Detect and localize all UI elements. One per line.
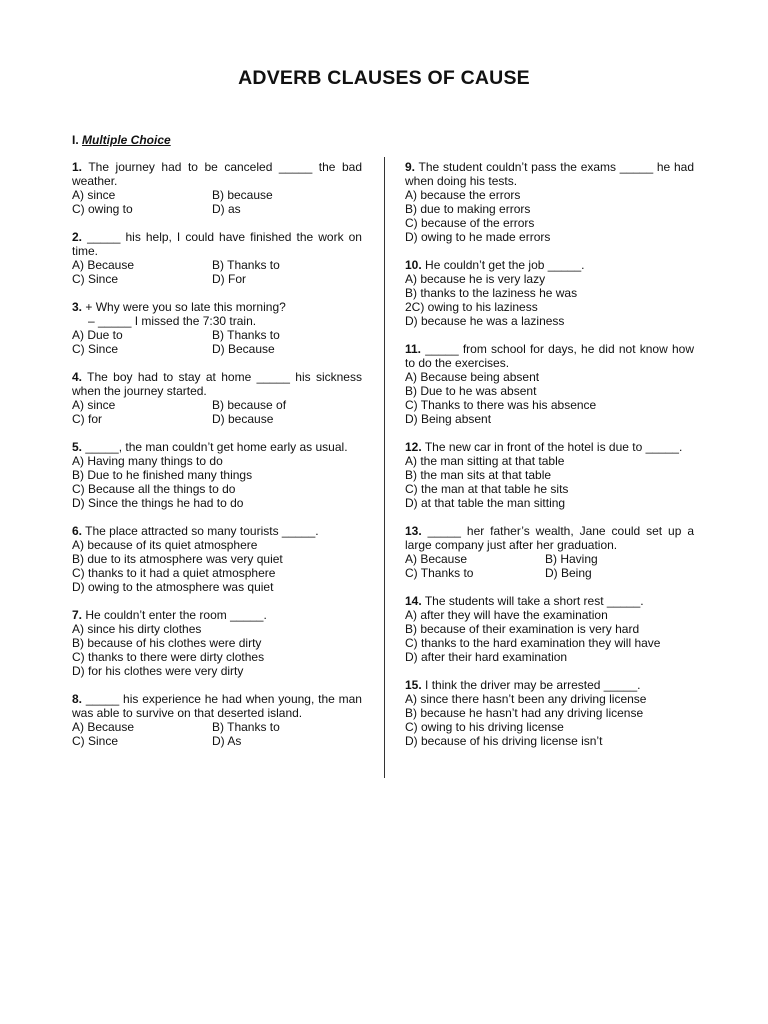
question-8 (72, 692, 362, 748)
option-c: C) Since (72, 734, 119, 748)
question-stem-line-1: + Why were you so late this morning? (85, 300, 286, 314)
option-a: A) because of its quiet atmosphere (72, 538, 258, 552)
option-b: B) the man sits at that table (405, 468, 552, 482)
option-d: D) Because (212, 342, 275, 356)
option-d: D) Since the things he had to do (72, 496, 244, 510)
option-d: D) because of his driving license isn’t (405, 734, 603, 748)
option-d: D) As (212, 734, 242, 748)
question-number: 14. (405, 594, 422, 608)
question-stem: He couldn’t enter the room _____. (85, 608, 267, 622)
option-b: B) Thanks to (212, 328, 280, 342)
question-stem: The place attracted so many tourists _____. (85, 524, 319, 538)
option-a: A) Because (72, 720, 135, 734)
option-d: D) Being (545, 566, 592, 580)
question-13 (405, 524, 694, 580)
question-stem: He couldn’t get the job _____. (425, 258, 585, 272)
option-b: B) because of their examination is very hard (405, 622, 640, 636)
question-number: 2. (72, 230, 83, 244)
question-stem: The journey had to be canceled _____ the bad weather. (72, 160, 362, 188)
option-c: C) owing to his driving license (405, 720, 564, 734)
option-d: D) for his clothes were very dirty (72, 664, 244, 678)
option-c: C) thanks to it had a quiet atmosphere (72, 566, 276, 580)
question-stem: _____ his help, I could have finished the work on time. (72, 230, 362, 258)
option-d: D) because he was a laziness (405, 314, 565, 328)
option-a: A) the man sitting at that table (405, 454, 565, 468)
question-1 (72, 160, 362, 216)
question-number: 12. (405, 440, 422, 454)
option-c: C) thanks to the hard examination they will have (405, 636, 661, 650)
option-a: A) since (72, 188, 116, 202)
option-b: B) Thanks to (212, 720, 280, 734)
question-number: 5. (72, 440, 83, 454)
option-d: D) owing to he made errors (405, 230, 551, 244)
question-number: 6. (72, 524, 83, 538)
option-c: C) Since (72, 342, 119, 356)
question-number: 3. (72, 300, 83, 314)
question-number: 11. (405, 342, 422, 356)
option-c: C) the man at that table he sits (405, 482, 569, 496)
question-4 (72, 370, 362, 426)
option-a: A) Because being absent (405, 370, 540, 384)
question-10 (405, 258, 694, 328)
option-d: D) For (212, 272, 246, 286)
page-title: ADVERB CLAUSES OF CAUSE (238, 67, 530, 89)
question-11 (405, 342, 694, 426)
option-c: C) Since (72, 272, 119, 286)
question-14 (405, 594, 694, 664)
option-a: A) since (72, 398, 116, 412)
option-b: B) due to making errors (405, 202, 531, 216)
option-b: B) Due to he finished many things (72, 468, 253, 482)
option-b: B) Thanks to (212, 258, 280, 272)
option-c: C) Because all the things to do (72, 482, 236, 496)
question-15 (405, 678, 694, 748)
option-a: A) after they will have the examination (405, 608, 608, 622)
option-c: C) Thanks to (405, 566, 474, 580)
section-number: I. (72, 133, 79, 147)
right-column (405, 160, 694, 762)
question-number: 8. (72, 692, 83, 706)
question-stem: The new car in front of the hotel is due to _____. (424, 440, 683, 454)
option-c: C) thanks to there were dirty clothes (72, 650, 265, 664)
question-number: 15. (405, 678, 422, 692)
question-12 (405, 440, 694, 510)
question-3 (72, 300, 362, 356)
question-stem-line-2: – _____ I missed the 7:30 train. (88, 314, 257, 328)
option-b: B) because of (212, 398, 287, 412)
option-b: B) thanks to the laziness he was (405, 286, 578, 300)
option-a: A) because he is very lazy (405, 272, 546, 286)
option-d: D) Being absent (405, 412, 492, 426)
question-7 (72, 608, 362, 678)
option-b: B) Due to he was absent (405, 384, 537, 398)
option-a: A) Having many things to do (72, 454, 223, 468)
question-2 (72, 230, 362, 286)
option-b: B) due to its atmosphere was very quiet (72, 552, 283, 566)
option-a: A) since there hasn’t been any driving license (405, 692, 647, 706)
question-number: 7. (72, 608, 83, 622)
option-a: A) Because (72, 258, 135, 272)
option-c: C) because of the errors (405, 216, 535, 230)
option-d: D) at that table the man sitting (405, 496, 566, 510)
option-a: A) because the errors (405, 188, 521, 202)
option-d: D) because (212, 412, 274, 426)
question-number: 13. (405, 524, 422, 538)
option-b: B) because of his clothes were dirty (72, 636, 262, 650)
section-label: Multiple Choice (82, 133, 171, 147)
column-divider (384, 157, 385, 778)
question-number: 1. (72, 160, 83, 174)
question-stem: _____ from school for days, he did not know how to do the exercises. (405, 342, 694, 370)
option-b: B) Having (545, 552, 598, 566)
option-c: C) Thanks to there was his absence (405, 398, 597, 412)
option-d: D) owing to the atmosphere was quiet (72, 580, 274, 594)
option-a: A) Because (405, 552, 468, 566)
question-stem: The boy had to stay at home _____ his sickness when the journey started. (72, 370, 362, 398)
question-stem: _____ his experience he had when young, the man was able to survive on that deserted island. (72, 692, 362, 720)
option-c: C) for (72, 412, 102, 426)
question-6 (72, 524, 362, 594)
question-stem: _____, the man couldn’t get home early as usual. (85, 440, 348, 454)
left-column (72, 160, 362, 762)
option-a: A) Due to (72, 328, 123, 342)
question-5 (72, 440, 362, 510)
question-number: 10. (405, 258, 422, 272)
question-number: 4. (72, 370, 83, 384)
option-c: C) owing to (72, 202, 133, 216)
option-d: D) as (212, 202, 241, 216)
section-heading (72, 133, 171, 147)
question-number: 9. (405, 160, 416, 174)
option-b: B) because he hasn’t had any driving license (405, 706, 644, 720)
question-stem: The students will take a short rest _____. (424, 594, 644, 608)
option-d: D) after their hard examination (405, 650, 568, 664)
option-a: A) since his dirty clothes (72, 622, 202, 636)
option-c: 2C) owing to his laziness (405, 300, 538, 314)
question-stem: _____ her father’s wealth, Jane could set up a large company just after her graduation. (405, 524, 694, 552)
question-stem: The student couldn’t pass the exams _____ he had when doing his tests. (405, 160, 694, 188)
question-9 (405, 160, 694, 244)
question-stem: I think the driver may be arrested _____. (425, 678, 641, 692)
option-b: B) because (212, 188, 273, 202)
